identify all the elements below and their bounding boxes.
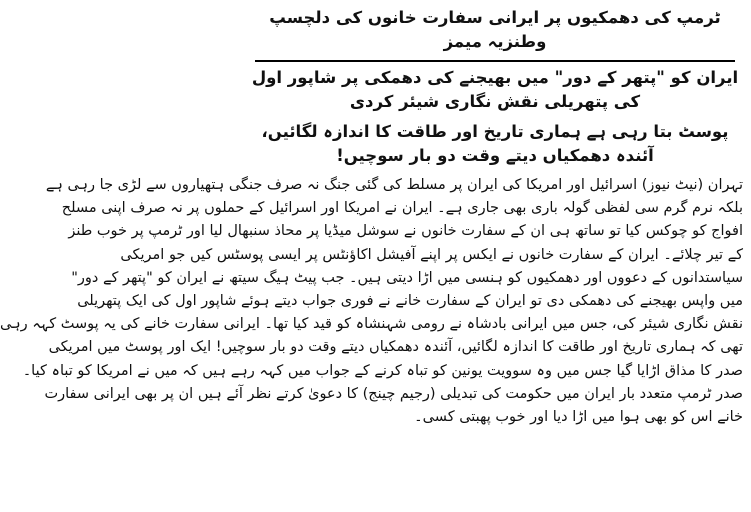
body-line: تہران (نیٹ نیوز) اسرائیل اور امریکا کی ایران پر مسلط کی گئی جنگ نہ صرف جنگی ہتھیاروں سے لڑی جا رہی ہے [45, 177, 743, 193]
body-line: نقش نگاری شیئر کی، جس میں ایرانی بادشاہ نے رومی شہنشاہ کو قید کیا تھا۔ ایرانی سفارت خانے کی یہ پوسٹ کہہ رہی [0, 316, 743, 333]
body-line: افواج کو چوکس کیا تو ساتھ ہی ان کے سفارت خانوں نے سوشل میڈیا پر محاذ سنبھال لیا اور ٹرمپ پر خوب طنز [68, 223, 743, 240]
body-line: سیاستدانوں کے دعووں اور دھمکیوں کو ہنسی میں اڑا دیتی ہیں۔ جب پیٹ ہیگ سیتھ نے ایران کو "پتھر کے دور" [71, 269, 743, 286]
article-body [0, 174, 743, 429]
body-line: میں واپس بھیجنے کی دھمکی دی تو ایران کے سفارت خانے نے فوری جواب دیتے ہوئے شاپور اول کی ایک پتھریلی [77, 293, 743, 310]
body-line: بلکہ نرم گرم سی لفظی گولہ باری بھی جاری ہے۔ ایران نے امریکا اور اسرائیل کے حملوں پر نہ صرف اپنی مسلح [61, 200, 743, 217]
body-line: تھی کہ ہماری تاریخ اور طاقت کا اندازہ لگائیں، آئندہ دھمکیاں دیتے وقت دو بار سوچیں! ایک اور پوسٹ میں امریکی [48, 339, 743, 356]
headline-divider [255, 60, 735, 62]
body-line: صدر کا مذاق اڑایا گیا جس میں وہ سوویت یونین کو تباہ کرنے کے جواب میں کہہ رہے ہیں کہ میں نے امریکا کو تباہ کیا۔ [22, 362, 743, 379]
headline-sub-2: پوسٹ بتا رہی ہے ہماری تاریخ اور طاقت کا اندازہ لگائیں، آئندہ دھمکیاں دیتے وقت دو بار سوچیں! [261, 122, 729, 165]
body-line: کے تیر چلائے۔ ایران کے سفارت خانوں نے ایکس پر اپنے آفیشل اکاؤنٹس پر ایسی پوسٹس کیں جو امریکی [120, 246, 743, 263]
headline-main: ٹرمپ کی دھمکیوں پر ایرانی سفارت خانوں کی دلچسپ وطنزیہ میمز [269, 8, 721, 51]
body-line: خانے اس کو بھی ہوا میں اڑا دیا اور خوب پھبتی کسی۔ [414, 409, 743, 426]
headline-sub: ایران کو "پتھر کے دور" میں بھیجنے کی دھمکی پر شاپور اول کی پتھریلی نقش نگاری شیئر کردی [251, 68, 739, 111]
body-line: صدر ٹرمپ متعدد بار ایران میں حکومت کی تبدیلی (رجیم چینج) کا دعویٰ کرتے نظر آئے ہیں ان پر بھی ایرانی سفارت [44, 385, 743, 402]
